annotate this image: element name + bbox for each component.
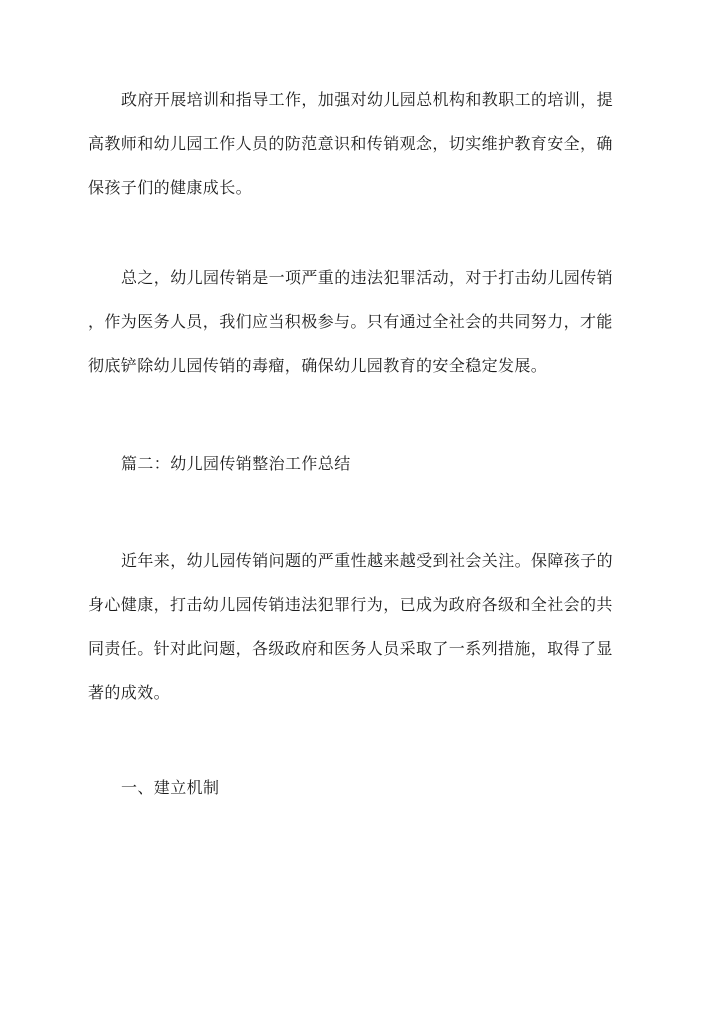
- paragraph-conclusion: [88, 268, 633, 400]
- paragraph-training: [88, 90, 633, 222]
- paragraph-line: 高教师和幼儿园工作人员的防范意识和传销观念，切实维护教育安全，确: [88, 134, 613, 153]
- paragraph-introduction: [88, 551, 633, 727]
- paragraph-line: 政府开展培训和指导工作，加强对幼儿园总机构和教职工的培训，提: [121, 90, 614, 109]
- paragraph-line: 近年来，幼儿园传销问题的严重性越来越受到社会关注。保障孩子的: [121, 551, 614, 570]
- subheading-establish-mechanism: [88, 778, 633, 822]
- paragraph-line: 同责任。针对此问题，各级政府和医务人员采取了一系列措施，取得了显: [88, 639, 613, 658]
- heading-line: 一、建立机制: [121, 778, 220, 797]
- paragraph-line: 著的成效。: [88, 683, 171, 702]
- paragraph-line: 保孩子们的健康成长。: [88, 178, 253, 197]
- paragraph-line: 彻底铲除幼儿园传销的毒瘤，确保幼儿园教育的安全稳定发展。: [88, 356, 548, 375]
- paragraph-line: 身心健康，打击幼儿园传销违法犯罪行为，已成为政府各级和全社会的共: [88, 595, 613, 614]
- paragraph-line: 总之，幼儿园传销是一项严重的违法犯罪活动，对于打击幼儿园传销: [121, 268, 614, 287]
- heading-line: 篇二：幼儿园传销整治工作总结: [121, 454, 351, 473]
- section-heading-part-two: [88, 454, 633, 498]
- paragraph-line: ，作为医务人员，我们应当积极参与。只有通过全社会的共同努力，才能: [88, 312, 613, 331]
